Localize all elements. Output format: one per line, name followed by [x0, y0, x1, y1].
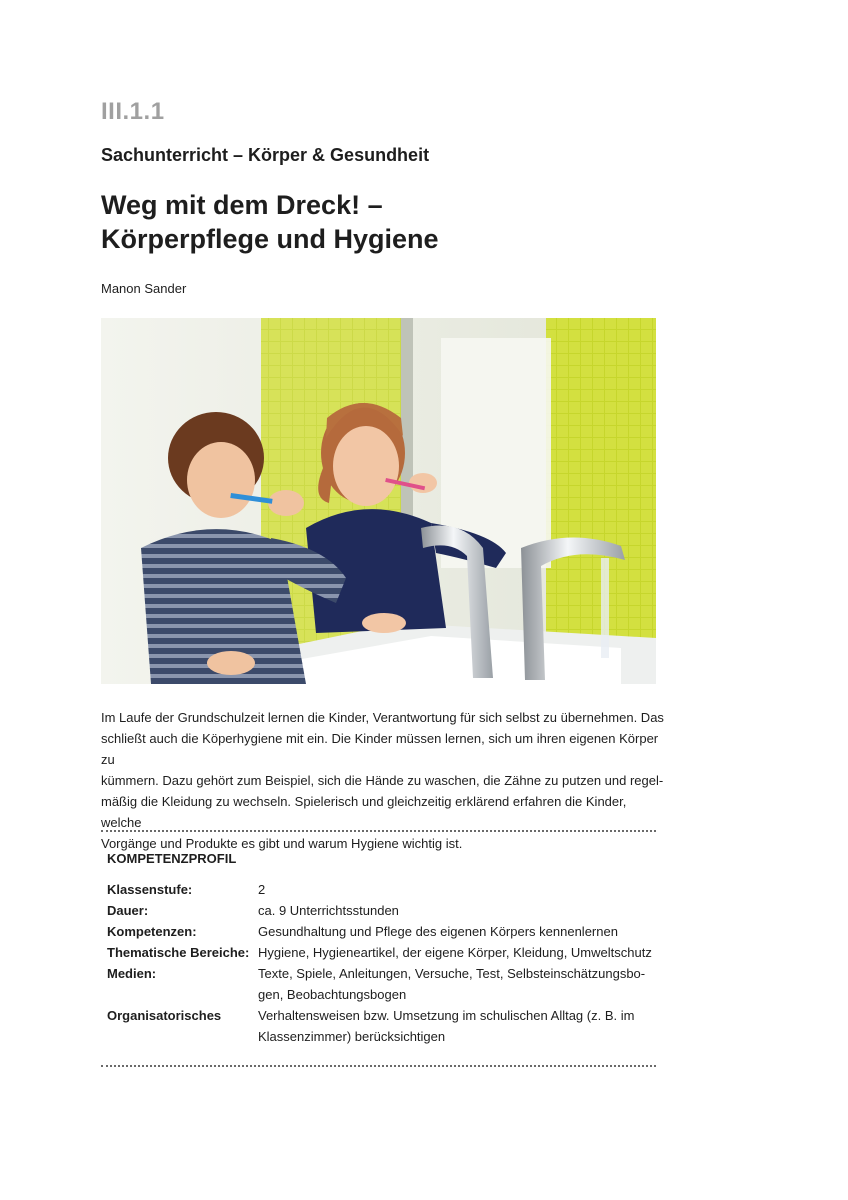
- page-title: [101, 188, 439, 256]
- title-line-2: Körperpflege und Hygiene: [101, 224, 439, 254]
- title-line-1: Weg mit dem Dreck! –: [101, 190, 383, 220]
- profile-label: Kompetenzen:: [107, 924, 197, 939]
- profile-label: Medien:: [107, 966, 157, 981]
- profile-value: [258, 963, 656, 1005]
- profile-row-organisation: [107, 1005, 656, 1047]
- profile-value-line: Hygiene, Hygieneartikel, der eigene Körper, Kleidung, Umweltschutz: [258, 945, 652, 960]
- profile-value-line: Texte, Spiele, Anleitungen, Versuche, Test, Selbsteinschätzungsbo-: [258, 966, 646, 981]
- competence-profile-heading: KOMPETENZPROFIL: [107, 851, 237, 866]
- profile-value-line: ca. 9 Unterrichtsstunden: [258, 903, 399, 918]
- profile-value: [258, 942, 656, 963]
- intro-line-2: schließt auch die Köperhygiene mit ein. Die Kinder müssen lernen, sich um ihren eigenen Körper zu: [101, 731, 659, 767]
- author-name: Manon Sander: [101, 281, 187, 296]
- section-number: III.1.1: [101, 98, 165, 125]
- profile-value: [258, 921, 656, 942]
- dotted-divider-top: [101, 830, 656, 832]
- profile-value-line: 2: [258, 882, 266, 897]
- profile-label: Klassenstufe:: [107, 882, 193, 897]
- profile-value-line: Gesundhaltung und Pflege des eigenen Körpers kennenlernen: [258, 924, 618, 939]
- profile-label: Thematische Bereiche:: [107, 945, 250, 960]
- intro-line-4: mäßig die Kleidung zu wechseln. Spielerisch und gleichzeitig erklärend erfahren die Kinder, welche: [101, 794, 627, 830]
- profile-row-competences: [107, 921, 656, 942]
- profile-row-duration: [107, 900, 656, 921]
- profile-row-media: [107, 963, 656, 1005]
- profile-label: Organisatorisches: [107, 1008, 222, 1023]
- profile-label: Dauer:: [107, 903, 149, 918]
- intro-line-3: kümmern. Dazu gehört zum Beispiel, sich die Hände zu waschen, die Zähne zu putzen und regel-: [101, 773, 664, 788]
- children-brushing-teeth-photo: [101, 318, 656, 684]
- profile-value: [258, 879, 656, 900]
- profile-value-line: gen, Beobachtungsbogen: [258, 987, 407, 1002]
- intro-line-1: Im Laufe der Grundschulzeit lernen die Kinder, Verantwortung für sich selbst zu übernehmen. Das: [101, 710, 664, 725]
- competence-profile-table: [107, 879, 656, 1047]
- subject-heading: Sachunterricht – Körper & Gesundheit: [101, 145, 430, 165]
- profile-value: [258, 1005, 656, 1047]
- intro-line-5: Vorgänge und Produkte es gibt und warum Hygiene wichtig ist.: [101, 836, 463, 851]
- profile-value-line: Verhaltensweisen bzw. Umsetzung im schulischen Alltag (z. B. im: [258, 1008, 635, 1023]
- profile-value: [258, 900, 656, 921]
- profile-row-topics: [107, 942, 656, 963]
- profile-value-line: Klassenzimmer) berücksichtigen: [258, 1029, 446, 1044]
- dotted-divider-bottom: [101, 1065, 656, 1067]
- profile-row-grade: [107, 879, 656, 900]
